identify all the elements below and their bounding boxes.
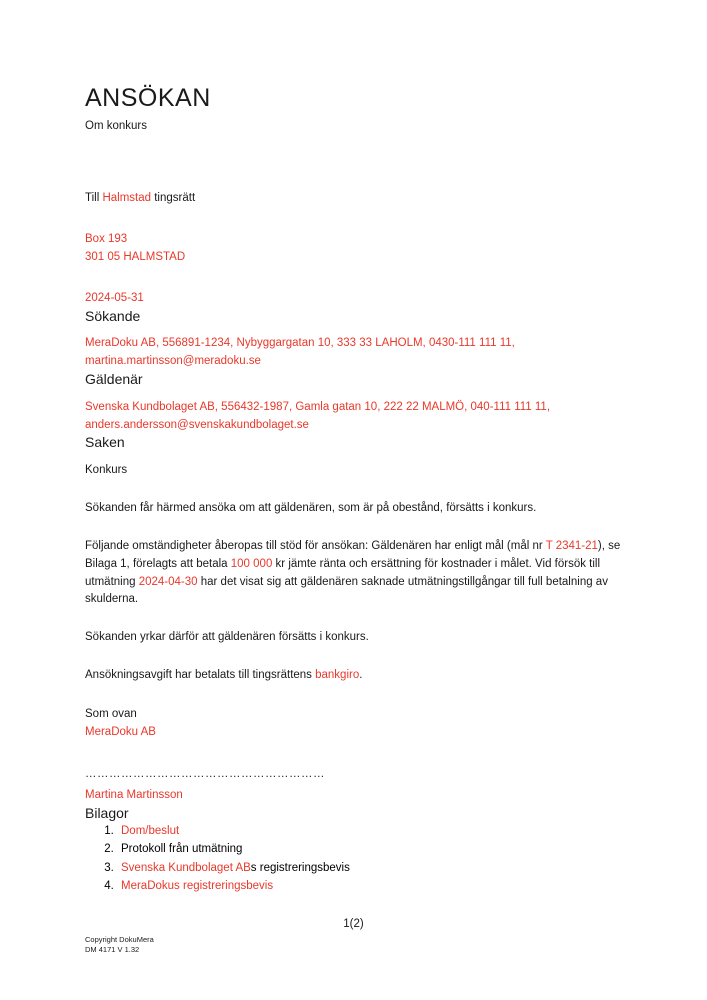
- p4-part1: Ansökningsavgift har betalats till tingsrättens: [85, 668, 316, 681]
- bankgiro-link[interactable]: bankgiro: [315, 668, 360, 681]
- p2-case-number: T 2341-21: [545, 539, 598, 552]
- footer-version: DM 4171 V 1.32: [85, 945, 140, 955]
- debtor-line2: anders.andersson@svenskakundbolaget.se: [85, 418, 309, 431]
- p2-part3: kr jämte ränta och ersättning för kostnader i målet. Vid försök till utmätning: [85, 557, 601, 588]
- list-item: [117, 859, 625, 878]
- attachment-label-1: Dom/beslut: [121, 824, 180, 837]
- attachments-list: [85, 822, 625, 897]
- footer: [85, 935, 154, 955]
- court-address-line1: Box 193: [85, 233, 128, 246]
- body-paragraph-4: [85, 667, 625, 685]
- p2-part1: Följande omständigheter åberopas till stöd för ansökan: Gäldenären har enligt mål (mål nr: [85, 539, 546, 552]
- court-address: [85, 231, 625, 266]
- debtor-line1: Svenska Kundbolaget AB, 556432-1987, Gamla gatan 10, 222 22 MALMÖ, 040-111 111 11,: [85, 400, 551, 413]
- attachment-label-4: MeraDokus registreringsbevis: [121, 880, 274, 893]
- signature-dotted-line: ……………………………………………………: [85, 768, 325, 781]
- applicant-details: [85, 335, 625, 371]
- p2-amount: 100 000: [230, 557, 273, 570]
- list-item: [117, 822, 625, 841]
- court-suffix: tingsrätt: [151, 191, 196, 204]
- list-item: [117, 840, 625, 859]
- p2-attempt-date: 2024-04-30: [138, 575, 198, 588]
- page-subtitle: Om konkurs: [85, 119, 147, 132]
- court-line: [85, 190, 625, 208]
- debtor-details: [85, 399, 625, 435]
- section-heading-applicant: Sökande: [85, 307, 141, 324]
- attachment-label-2: Protokoll från utmätning: [121, 843, 243, 856]
- footer-copyright: Copyright DokuMera: [85, 935, 154, 944]
- p4-part2: .: [359, 668, 363, 681]
- court-prefix: Till: [85, 191, 103, 204]
- court-address-line2: 301 05 HALMSTAD: [85, 250, 186, 263]
- body-paragraph-3: Sökanden yrkar därför att gäldenären försätts i konkurs.: [85, 631, 369, 644]
- attachment-label-3-company: Svenska Kundbolaget AB: [121, 861, 251, 874]
- p2-part2: ), se Bilaga 1, förelagts att betala: [85, 539, 621, 570]
- applicant-line2: martina.martinsson@meradoku.se: [85, 355, 261, 368]
- signature-som-ovan: Som ovan: [85, 707, 137, 720]
- section-heading-attachments: Bilagor: [85, 804, 129, 821]
- matter-text: Konkurs: [85, 464, 128, 477]
- document-date: 2024-05-31: [85, 291, 144, 304]
- body-paragraph-1: Sökanden får härmed ansöka om att gäldenären, som är på obestånd, försätts i konkurs.: [85, 502, 537, 515]
- document-content: [85, 0, 625, 896]
- page-number: 1(2): [343, 918, 364, 930]
- page-title: ANSÖKAN: [85, 84, 211, 112]
- court-name: Halmstad: [102, 191, 152, 204]
- section-heading-matter: Saken: [85, 434, 125, 451]
- attachment-label-3-rest: s registreringsbevis: [250, 861, 350, 874]
- signature-company: MeraDoku AB: [85, 725, 156, 738]
- p2-part4: har det visat sig att gäldenären saknade utmätningstillgångar till full betalning av skulderna.: [85, 575, 608, 606]
- section-heading-debtor: Gäldenär: [85, 371, 143, 388]
- body-paragraph-2: [85, 538, 625, 609]
- applicant-line1: MeraDoku AB, 556891-1234, Nybyggargatan 10, 333 33 LAHOLM, 0430-111 111 11,: [85, 337, 515, 350]
- signature-name: Martina Martinsson: [85, 788, 183, 801]
- list-item: [117, 877, 625, 896]
